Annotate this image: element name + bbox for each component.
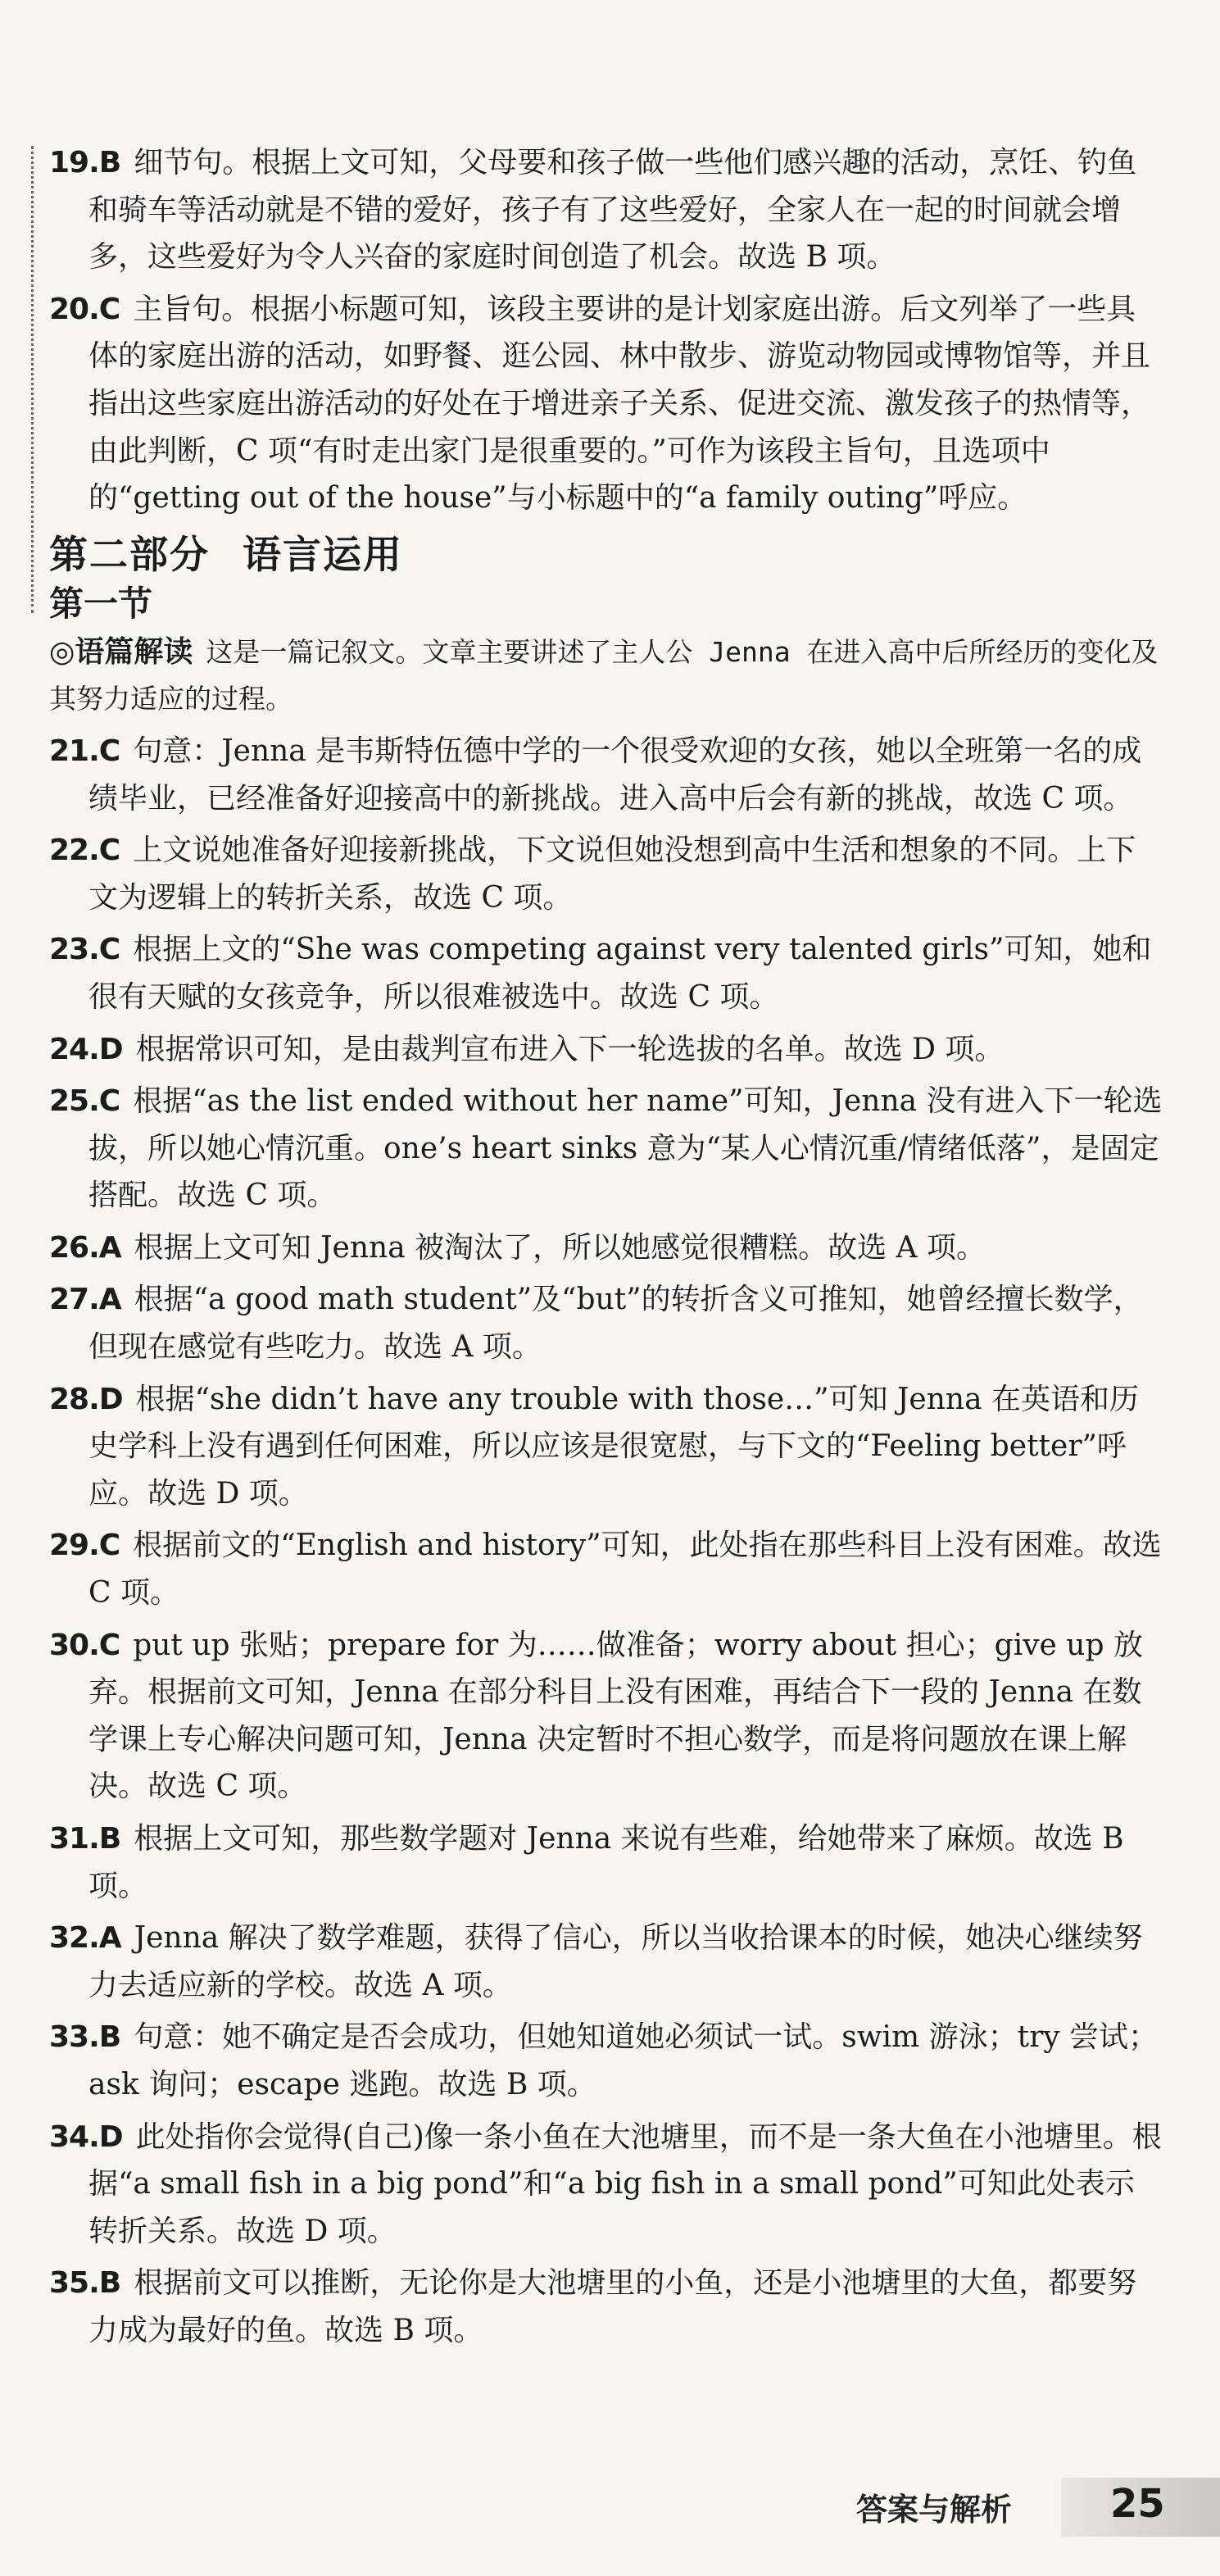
question-number: 25.C bbox=[49, 1084, 120, 1119]
part-heading-right: 语言运用 bbox=[243, 532, 403, 578]
answer-text: 根据“a good math student”及“but”的转折含义可推知，她曾经擅长数学，但现在感觉有些吃力。故选 A 项。 bbox=[88, 1283, 1143, 1365]
answer-item-19 bbox=[49, 139, 1163, 281]
answer-content bbox=[49, 139, 1163, 2360]
answer-text: 细节句。根据上文可知，父母要和孩子做一些他们感兴趣的活动，烹饪、钓鱼和骑车等活动就是不错的爱好，孩子有了这些爱好，全家人在一起的时间就会增多，这些爱好为令人兴奋的家庭时间创造了机会。故选 B 项。 bbox=[88, 146, 1137, 275]
question-number: 28.D bbox=[49, 1382, 123, 1416]
answer-text: 根据上文的“She was competing against very talented girls”可知，她和很有天赋的女孩竞争，所以很难被选中。故选 C 项。 bbox=[88, 933, 1152, 1014]
answer-text: 根据上文可知，那些数学题对 Jenna 来说有些难，给她带来了麻烦。故选 B 项。 bbox=[88, 1822, 1124, 1903]
answer-item-20 bbox=[49, 286, 1163, 522]
page-number: 25 bbox=[1110, 2481, 1165, 2527]
page-footer bbox=[856, 2478, 1220, 2542]
question-number: 22.C bbox=[49, 834, 120, 868]
answer-text: 句意：Jenna 是韦斯特伍德中学的一个很受欢迎的女孩，她以全班第一名的成绩毕业，已经准备好迎接高中的新挑战。进入高中后会有新的挑战，故选 C 项。 bbox=[88, 734, 1142, 816]
answer-item bbox=[49, 926, 1163, 1020]
answer-text: 句意：她不确定是否会成功，但她知道她必须试一试。swim 游泳；try 尝试；ask 询问；escape 逃跑。故选 B 项。 bbox=[88, 2020, 1159, 2101]
footer-section-label: 答案与解析 bbox=[856, 2492, 1013, 2528]
answer-text: 根据“she didn’t have any trouble with those…”可知 Jenna 在英语和历史学科上没有遇到任何困难，所以应该是很宽慰，与下文的“Feeling better”呼应。故选 D 项。 bbox=[88, 1382, 1140, 1511]
question-number: 35.B bbox=[49, 2266, 121, 2301]
answer-item bbox=[49, 2014, 1163, 2108]
answer-item bbox=[49, 728, 1163, 822]
answer-item bbox=[49, 2114, 1163, 2256]
answer-item bbox=[49, 1276, 1163, 1370]
question-number: 20.C bbox=[49, 292, 120, 326]
question-number: 26.A bbox=[49, 1230, 121, 1265]
question-number: 31.B bbox=[49, 1822, 121, 1856]
answer-text: 根据上文可知 Jenna 被淘汰了，所以她感觉很糟糕。故选 A 项。 bbox=[134, 1230, 986, 1265]
question-number: 19.B bbox=[49, 146, 121, 179]
question-number: 33.B bbox=[49, 2020, 121, 2055]
answer-item bbox=[49, 1522, 1163, 1616]
answer-text: put up 张贴；prepare for 为……做准备；worry about 担心；give up 放弃。根据前文可知，Jenna 在部分科目上没有困难，再结合下一段的 Jenna 在数学课上专心解决问题可知，Jenna 决定暂时不担心数学，而是将问题放在课上解决。故选 C 项。 bbox=[88, 1628, 1143, 1804]
question-number: 30.C bbox=[49, 1628, 120, 1662]
answer-text: 根据前文的“English and history”可知，此处指在那些科目上没有困难。故选 C 项。 bbox=[88, 1529, 1162, 1611]
answer-item bbox=[49, 1915, 1163, 2009]
part-heading bbox=[49, 530, 1163, 581]
passage-summary-text: 这是一篇记叙文。文章主要讲述了主人公 Jenna 在进入高中后所经历的变化及其努力适应的过程。 bbox=[49, 635, 1159, 716]
part-heading-left: 第二部分 bbox=[49, 532, 210, 578]
answer-text: 上文说她准备好迎接新挑战，下文说但她没想到高中生活和想象的不同。上下文为逻辑上的转折关系，故选 C 项。 bbox=[88, 834, 1136, 915]
section-heading: 第一节 bbox=[49, 583, 153, 624]
question-number: 29.C bbox=[49, 1529, 120, 1563]
margin-dotted-rule bbox=[31, 146, 34, 613]
question-number: 23.C bbox=[49, 933, 120, 967]
answer-text: 主旨句。根据小标题可知，该段主要讲的是计划家庭出游。后文列举了一些具体的家庭出游的活动，如野餐、逛公园、林中散步、游览动物园或博物馆等，并且指出这些家庭出游活动的好处在于增进亲子关系、促进交流、激发孩子的热情等，由此判断，C 项“有时走出家门是很重要的。”可作为该段主旨句，且选项中的“getting out of the house”与小标题中的“a family outing”呼应。 bbox=[88, 292, 1151, 516]
question-number: 21.C bbox=[49, 734, 120, 768]
answer-item bbox=[49, 1026, 1163, 1074]
answer-text: 根据“as the list ended without her name”可知，Jenna 没有进入下一轮选拔，所以她心情沉重。one’s heart sinks 意为“某人心情沉重/情绪低落”，是固定搭配。故选 C 项。 bbox=[88, 1084, 1163, 1213]
answer-item bbox=[49, 2260, 1163, 2354]
answer-item bbox=[49, 1376, 1163, 1518]
question-number: 27.A bbox=[49, 1283, 121, 1317]
answer-item bbox=[49, 1622, 1163, 1810]
answer-item bbox=[49, 1815, 1163, 1910]
question-number: 34.D bbox=[49, 2119, 123, 2154]
answer-item bbox=[49, 1224, 1163, 1272]
answer-text: 根据常识可知，是由裁判宣布进入下一轮选拔的名单。故选 D 项。 bbox=[135, 1032, 1005, 1066]
question-number: 24.D bbox=[49, 1032, 123, 1066]
question-number: 32.A bbox=[49, 1921, 121, 1956]
answer-text: 此处指你会觉得(自己)像一条小鱼在大池塘里，而不是一条大鱼在小池塘里。根据“a small fish in a big pond”和“a big fish in a small pond”可知此处表示转折关系。故选 D 项。 bbox=[88, 2119, 1162, 2248]
passage-summary bbox=[49, 629, 1163, 723]
answer-text: Jenna 解决了数学难题，获得了信心，所以当收拾课本的时候，她决心继续努力去适应新的学校。故选 A 项。 bbox=[88, 1921, 1143, 2002]
answer-text: 根据前文可以推断，无论你是大池塘里的小鱼，还是小池塘里的大鱼，都要努力成为最好的鱼。故选 B 项。 bbox=[88, 2266, 1137, 2347]
answer-item bbox=[49, 827, 1163, 921]
answer-item bbox=[49, 1078, 1163, 1220]
passage-summary-label: ◎语篇解读 bbox=[49, 634, 193, 669]
